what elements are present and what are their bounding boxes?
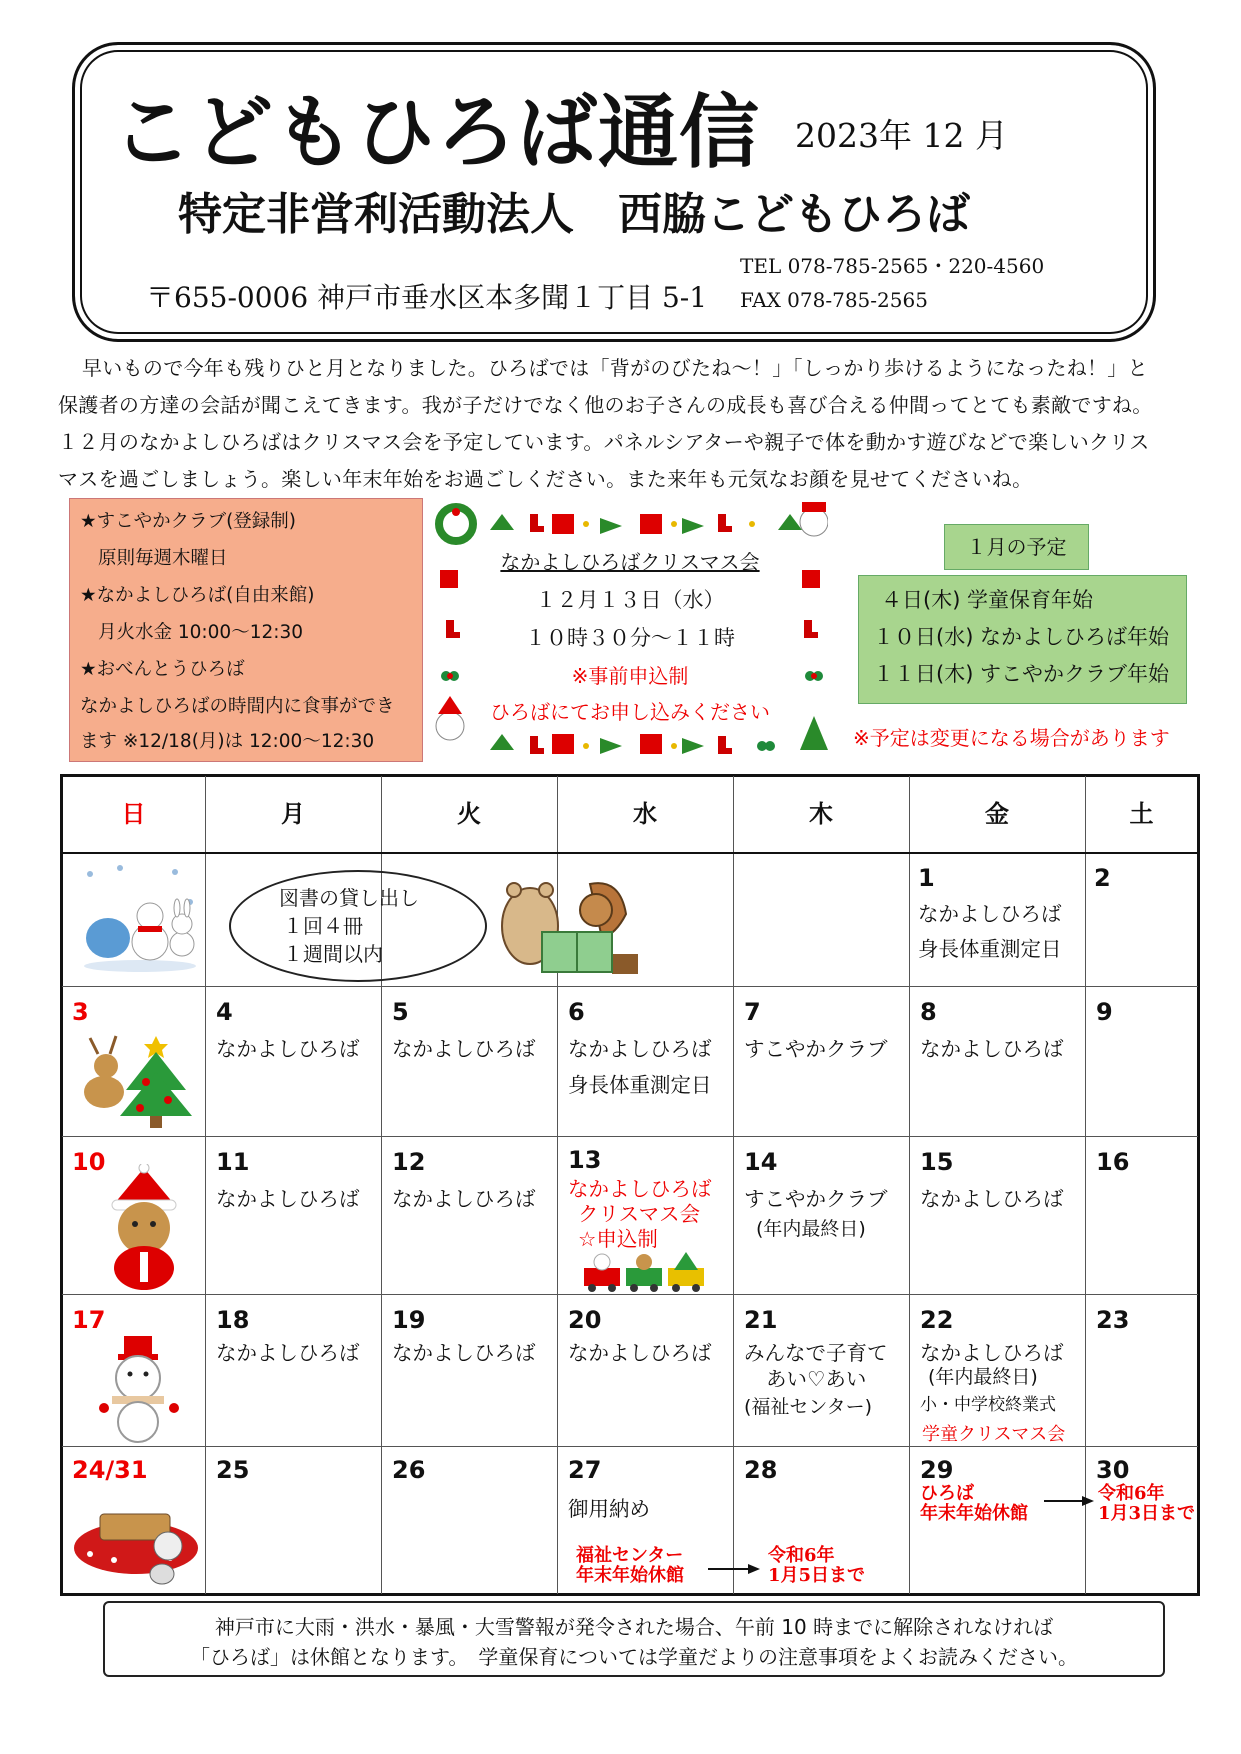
- closure-note: ひろば: [920, 1483, 974, 1504]
- snowman-illustration: [94, 1334, 186, 1444]
- intro-line: マスを過ごしましょう。楽しい年末年始をお過ごしください。また来年も元気なお顔を見せてくださいね。: [58, 467, 1033, 491]
- day-number: 27: [568, 1456, 602, 1484]
- day-event: なかよしひろば: [920, 1341, 1064, 1365]
- arrow-icon: [1044, 1494, 1094, 1508]
- intro-line: 保護者の方達の会話が聞こえてきます。我が子だけでなく他のお子さんの成長も喜び合える仲間ってとても素敵ですね。: [58, 393, 1153, 417]
- day-number: 11: [216, 1148, 250, 1176]
- calendar-divider: [62, 1136, 1198, 1137]
- program-line: ★おべんとうひろば: [80, 659, 245, 680]
- program-line: ★なかよしひろば(自由来館): [80, 585, 315, 606]
- day-event: なかよしひろば: [216, 1037, 360, 1061]
- day-number: 14: [744, 1148, 778, 1176]
- day-number: 8: [920, 998, 937, 1026]
- day-event: すこやかクラブ: [744, 1037, 888, 1061]
- address: 〒655-0006 神戸市垂水区本多聞１丁目 5-1: [146, 281, 708, 314]
- library-line: 図書の貸し出し: [279, 886, 419, 910]
- program-line: ます ※12/18(月)は 12:00〜12:30: [80, 731, 375, 752]
- kotatsu-cat-illustration: [70, 1488, 204, 1588]
- closure-note: 福祉センター: [576, 1545, 684, 1566]
- day-number: 16: [1096, 1148, 1130, 1176]
- day-number: 29: [920, 1456, 954, 1484]
- day-event: 小・中学校終業式: [920, 1395, 1056, 1415]
- christmas-title: なかよしひろばクリスマス会: [500, 550, 760, 574]
- day-number: 15: [920, 1148, 954, 1176]
- newsletter-title: こどもひろば通信: [112, 85, 760, 179]
- library-info-bubble: [229, 870, 487, 982]
- day-number: 4: [216, 998, 233, 1026]
- day-event: 身長体重測定日: [568, 1073, 712, 1097]
- january-schedule-box: [858, 575, 1187, 704]
- day-number: 21: [744, 1306, 778, 1334]
- day-number: 10: [72, 1148, 106, 1176]
- day-number: 17: [72, 1306, 106, 1334]
- day-number: 24/31: [72, 1456, 148, 1484]
- issue-date: 2023年 12 月: [795, 116, 1008, 155]
- calendar-divider: [733, 776, 734, 1594]
- bear-santa-illustration: [104, 1164, 184, 1290]
- calendar-divider: [909, 776, 910, 1594]
- christmas-date: １２月１３日（水）: [535, 588, 725, 612]
- day-event: あい♡あい: [766, 1367, 867, 1391]
- bear-squirrel-reading-illustration: [500, 874, 642, 978]
- closure-note: 令和6年: [1098, 1483, 1165, 1504]
- day-event: なかよしひろば: [392, 1187, 536, 1211]
- program-line: ★すこやかクラブ(登録制): [80, 511, 297, 532]
- christmas-event-box: [432, 500, 828, 758]
- day-event: (年内最終日): [928, 1366, 1038, 1388]
- day-number: 2: [1094, 864, 1111, 892]
- weekday-tuesday: 火: [457, 800, 481, 828]
- day-number: 23: [1096, 1306, 1130, 1334]
- weekday-thursday: 木: [809, 800, 833, 828]
- weather-notice-box: [103, 1601, 1165, 1677]
- day-number: 26: [392, 1456, 426, 1484]
- day-event: なかよしひろば: [920, 1037, 1064, 1061]
- organization-name: 特定非営利活動法人 西脇こどもひろば: [178, 189, 970, 240]
- january-item: １１日(木) すこやかクラブ年始: [873, 662, 1170, 686]
- weekday-wednesday: 水: [633, 800, 657, 828]
- program-line: 月火水金 10:00〜12:30: [98, 622, 304, 643]
- closure-note: 令和6年: [768, 1545, 835, 1566]
- closure-note: 年末年始休館: [576, 1565, 684, 1586]
- day-event: みんなで子育て: [744, 1341, 888, 1365]
- day-number: 5: [392, 998, 409, 1026]
- calendar-divider: [62, 852, 1198, 854]
- day-event: なかよしひろば: [568, 1037, 712, 1061]
- day-number: 30: [1096, 1456, 1130, 1484]
- january-item: ４日(木) 学童保育年始: [881, 588, 1094, 612]
- christmas-train-illustration: [582, 1252, 710, 1292]
- weekday-monday: 月: [281, 800, 305, 828]
- day-event: なかよしひろば: [918, 902, 1062, 926]
- day-number: 6: [568, 998, 585, 1026]
- day-event: なかよしひろば: [920, 1187, 1064, 1211]
- calendar-divider: [62, 986, 1198, 987]
- day-number: 25: [216, 1456, 250, 1484]
- closure-note: 1月5日まで: [768, 1565, 866, 1586]
- christmas-apply-note: ひろばにてお申し込みください: [490, 700, 770, 724]
- day-event: (福祉センター): [744, 1396, 873, 1418]
- intro-line: １２月のなかよしひろばはクリスマス会を予定しています。パネルシアターや親子で体を動かす遊びなどで楽しいクリス: [58, 430, 1150, 454]
- snowman-friends-illustration: [80, 862, 200, 974]
- day-event: なかよしひろば: [392, 1037, 536, 1061]
- intro-line: 早いもので今年も残りひと月となりました。ひろばでは「背がのびたね〜！」「しっかり歩けるようになったね！」と: [82, 356, 1148, 380]
- arrow-icon: [708, 1562, 760, 1576]
- day-event: 学童クリスマス会: [922, 1424, 1066, 1445]
- program-line: なかよしひろばの時間内に食事ができ: [80, 696, 395, 717]
- day-number: 28: [744, 1456, 778, 1484]
- schedule-change-note: ※予定は変更になる場合があります: [853, 726, 1170, 750]
- christmas-time: １０時３０分〜１１時: [525, 626, 735, 650]
- day-event: 御用納め: [568, 1497, 650, 1521]
- christmas-event: なかよしひろば: [568, 1177, 712, 1201]
- day-number: 22: [920, 1306, 954, 1334]
- january-item: １０日(水) なかよしひろば年始: [873, 625, 1170, 649]
- library-line: １回４冊: [283, 914, 363, 938]
- tel-number: TEL 078-785-2565・220-4560: [740, 254, 1045, 278]
- day-number: 12: [392, 1148, 426, 1176]
- day-event: すこやかクラブ: [744, 1187, 888, 1211]
- day-event: (年内最終日): [756, 1218, 866, 1240]
- library-line: １週間以内: [283, 942, 383, 966]
- day-number: 1: [918, 864, 935, 892]
- day-event: 身長体重測定日: [918, 937, 1062, 961]
- program-box: [69, 498, 423, 762]
- notice-line: 神戸市に大雨・洪水・暴風・大雪警報が発令された場合、午前 10 時までに解除されなければ: [214, 1615, 1054, 1639]
- weekday-saturday: 土: [1129, 800, 1154, 828]
- christmas-event: クリスマス会: [578, 1202, 701, 1226]
- day-number: 7: [744, 998, 761, 1026]
- notice-line: 「ひろば」は休館となります。 学童保育については学童だよりの注意事項をよくお読みください。: [190, 1645, 1078, 1669]
- weekday-sunday: 日: [121, 800, 146, 828]
- january-label: １月の予定: [944, 524, 1089, 570]
- reindeer-tree-illustration: [76, 1030, 192, 1130]
- day-number: 13: [568, 1146, 602, 1174]
- day-event: なかよしひろば: [216, 1187, 360, 1211]
- day-number: 18: [216, 1306, 250, 1334]
- calendar-divider: [62, 1294, 1198, 1295]
- day-event: なかよしひろば: [568, 1341, 712, 1365]
- day-event: なかよしひろば: [392, 1341, 536, 1365]
- day-number: 3: [72, 998, 89, 1026]
- day-number: 9: [1096, 998, 1113, 1026]
- weekday-friday: 金: [985, 800, 1009, 828]
- closure-note: 年末年始休館: [920, 1503, 1028, 1524]
- calendar-divider: [1085, 776, 1086, 1594]
- day-event: なかよしひろば: [216, 1341, 360, 1365]
- calendar-divider: [62, 1446, 1198, 1447]
- fax-number: FAX 078-785-2565: [740, 288, 928, 312]
- program-line: 原則毎週木曜日: [98, 548, 228, 569]
- day-number: 19: [392, 1306, 426, 1334]
- calendar-divider: [205, 776, 206, 1594]
- day-number: 20: [568, 1306, 602, 1334]
- christmas-event: ☆申込制: [578, 1227, 658, 1251]
- christmas-reservation-note: ※事前申込制: [571, 664, 689, 688]
- closure-note: 1月3日まで: [1098, 1503, 1196, 1524]
